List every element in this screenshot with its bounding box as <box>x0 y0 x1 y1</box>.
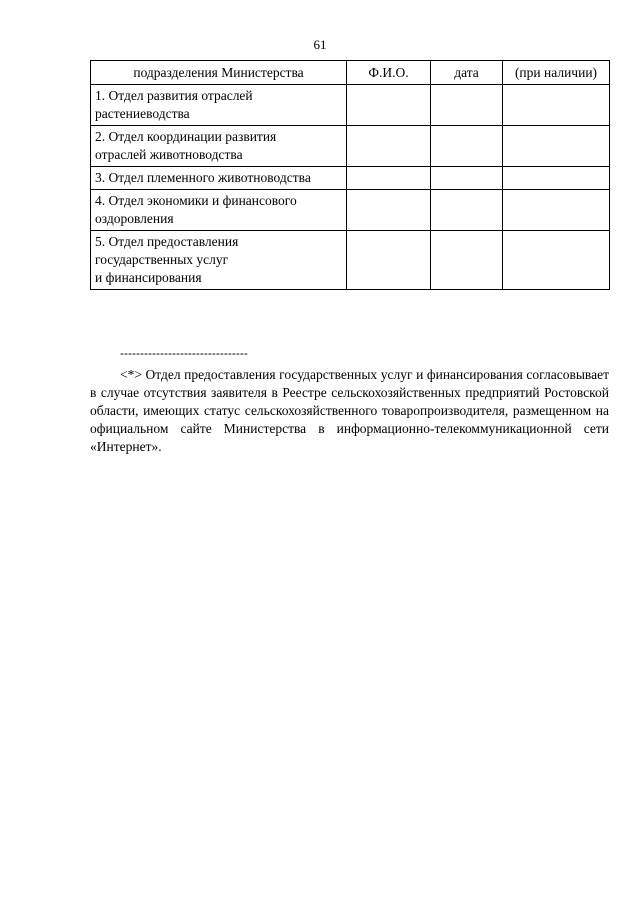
full-name-cell <box>347 167 431 190</box>
signature-cell <box>503 85 610 126</box>
department-line: 3. Отдел племенного животноводства <box>95 170 311 185</box>
table-row <box>91 126 610 167</box>
department-line: и финансирования <box>95 270 202 285</box>
table-row <box>91 231 610 290</box>
date-cell <box>431 190 503 231</box>
department-cell <box>91 85 347 126</box>
full-name-cell <box>347 190 431 231</box>
department-line: 1. Отдел развития отраслей <box>95 88 253 103</box>
signature-cell <box>503 126 610 167</box>
table-row <box>91 85 610 126</box>
header-if-available: (при наличии) <box>503 61 610 85</box>
department-cell <box>91 190 347 231</box>
signature-cell <box>503 190 610 231</box>
department-cell <box>91 126 347 167</box>
department-cell <box>91 231 347 290</box>
full-name-cell <box>347 85 431 126</box>
department-line: отраслей животноводства <box>95 147 243 162</box>
table-row <box>91 190 610 231</box>
department-line: 2. Отдел координации развития <box>95 129 277 144</box>
table-row <box>91 167 610 190</box>
table-header-row <box>91 61 610 85</box>
date-cell <box>431 167 503 190</box>
date-cell <box>431 126 503 167</box>
department-line: растениеводства <box>95 106 190 121</box>
header-date: дата <box>431 61 503 85</box>
page-number: 61 <box>313 37 327 52</box>
department-line: 5. Отдел предоставления <box>95 234 239 249</box>
signature-cell <box>503 167 610 190</box>
approval-table <box>90 60 610 290</box>
header-department: подразделения Министерства <box>91 61 347 85</box>
signature-cell <box>503 231 610 290</box>
full-name-cell <box>347 231 431 290</box>
full-name-cell <box>347 126 431 167</box>
department-cell <box>91 167 347 190</box>
footnote-text: <*> Отдел предоставления государственных услуг и финансирования согласовывает в случае отсутствия заявителя в Реестре сельскохозяйственных предприятий Ростовской области, имеющих статус сельскохозяйственного товаропроизводителя, размещенном на официальном сайте Министерства в информационно-телекоммуникационной сети «Интернет». <box>90 367 609 454</box>
department-line: 4. Отдел экономики и финансового <box>95 193 297 208</box>
header-full-name: Ф.И.О. <box>347 61 431 85</box>
footnote-separator: -------------------------------- <box>120 346 248 360</box>
date-cell <box>431 231 503 290</box>
department-line: государственных услуг <box>95 252 229 267</box>
date-cell <box>431 85 503 126</box>
department-line: оздоровления <box>95 211 174 226</box>
